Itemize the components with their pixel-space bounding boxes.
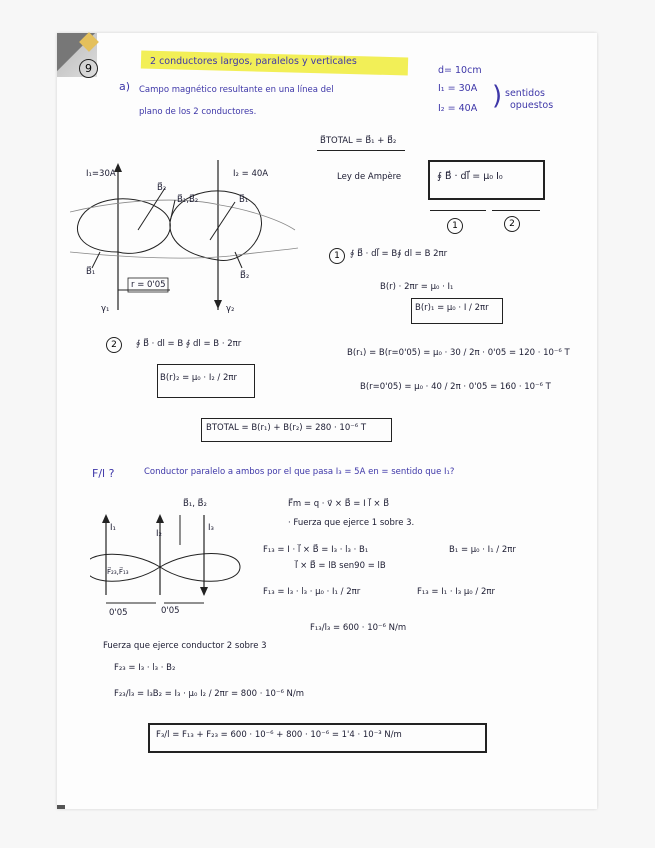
f13-c-eq: F₁₃ = I₁ · I₃ μ₀ / 2πr (417, 587, 495, 597)
ampere-label: Ley de Ampère (337, 172, 402, 182)
br2-eq: B(r=0'05) = μ₀ · 40 / 2π · 0'05 = 160 · 10⁻⁶ T (360, 382, 551, 392)
f13-eq: F₁₃ = I · l⃗ × B⃗ = I₃ · l₃ · B₁ (263, 545, 369, 555)
mark-1: 1 (447, 218, 463, 234)
step1-num: 1 (329, 248, 345, 264)
field-line-4 (70, 248, 298, 258)
br1-eq: B(r₁) = B(r=0'05) = μ₀ · 30 / 2π · 0'05 = 120 · 10⁻⁶ T (347, 348, 570, 358)
given-sense-1: sentidos (505, 88, 545, 99)
part-b-question: Conductor paralelo a ambos por el que pasa I₃ = 5A en = sentido que I₁? (144, 467, 455, 477)
part-a-line2: plano de los 2 conductores. (139, 107, 257, 117)
fig2-wire-3-arrow (156, 514, 164, 523)
final-result: F₃/l = F₁₃ + F₂₃ = 600 · 10⁻⁶ + 800 · 10⁻⁶ = 1'4 · 10⁻³ N/m (156, 730, 402, 740)
fig1-b1: B⃗₁ (239, 195, 249, 205)
btotal-eq: BTOTAL = B(r₁) + B(r₂) = 280 · 10⁻⁶ T (206, 423, 367, 433)
field-line-1 (77, 199, 170, 254)
fig2-wire-2-arrow (200, 587, 208, 596)
step1-eq1: ∮ B⃗ · dl⃗ = B∮ dl = B 2πr (350, 249, 448, 259)
b1-def: B₁ = μ₀ · I₁ / 2πr (449, 545, 516, 555)
step2-eq2: B(r)₂ = μ₀ · I₂ / 2πr (160, 373, 238, 383)
bracket-1 (430, 210, 486, 211)
f13-b-eq: F₁₃ = I₃ · l₃ · μ₀ · I₁ / 2πr (263, 587, 361, 597)
wire-2-arrow (214, 300, 222, 309)
fig1-r: r = 0'05 (131, 280, 166, 290)
brace: ) (492, 81, 503, 111)
cross-product: l⃗ × B⃗ = lB sen90 = lB (295, 561, 386, 571)
part-b-label: F/l ? (92, 467, 115, 480)
fig1-i1: I₁=30A (86, 169, 116, 179)
scan-mark (57, 805, 65, 809)
ampere-equation: ∮ B⃗ · dl⃗ = μ₀ I₀ (437, 171, 503, 182)
step1-eq2: B(r) · 2πr = μ₀ · I₁ (380, 282, 454, 292)
fig2-force: F⃗₂₃,F⃗₁₃ (107, 568, 129, 576)
note-2-on-3: Fuerza que ejerce conductor 2 sobre 3 (103, 641, 267, 651)
step2-num: 2 (106, 337, 122, 353)
fig2-b1b2: B⃗₁, B⃗₂ (183, 499, 207, 509)
fm-note: · Fuerza que ejerce 1 sobre 3. (288, 518, 415, 528)
fig1-b1b2: B⃗₁,B⃗₂ (177, 195, 199, 205)
f23-per-length: F₂₃/l₃ = I₃B₂ = I₃ · μ₀ I₂ / 2πr = 800 · 10⁻⁶ N/m (114, 689, 305, 699)
f23-eq: F₂₃ = I₃ · l₃ · B₂ (114, 663, 176, 673)
fig2-d1: 0'05 (109, 608, 128, 618)
problem-number: 9 (79, 59, 98, 78)
fig2-wire-1-arrow (102, 514, 110, 523)
fig2-d2: 0'05 (161, 606, 180, 616)
bracket-2 (492, 210, 540, 211)
part-a-label: a) (119, 80, 131, 93)
figure-1 (70, 160, 360, 310)
mark-2: 2 (504, 216, 520, 232)
problem-title: 2 conductores largos, paralelos y verticales (150, 56, 357, 67)
step2-eq1: ∮ B⃗ · dl = B ∮ dl = B · 2πr (136, 339, 242, 349)
btotal-underline (317, 150, 405, 151)
fig2-i1: I₁ (110, 523, 116, 533)
part-a-line1: Campo magnético resultante en una línea del (139, 85, 334, 95)
fig1-b1-low: B⃗₁ (86, 267, 96, 277)
fig1-y2: γ₂ (226, 304, 235, 314)
given-distance: d= 10cm (438, 65, 482, 76)
given-i1: I₁ = 30A (438, 83, 478, 94)
f13-per-length: F₁₃/l₃ = 600 · 10⁻⁶ N/m (310, 623, 407, 633)
fm-eq: F⃗m = q · v⃗ × B⃗ = I l⃗ × B⃗ (288, 499, 390, 509)
fig1-i2: I₂ = 40A (233, 169, 269, 179)
fig1-b2: B⃗₂ (157, 183, 167, 193)
fig1-b2-low: B⃗₂ (240, 271, 250, 281)
btotal-vector-box (318, 134, 402, 150)
step1-eq3: B(r)₁ = μ₀ · I / 2πr (415, 303, 489, 313)
b2-vector (138, 188, 165, 230)
b1-vector (210, 202, 235, 240)
fig1-y1: γ₁ (101, 304, 110, 314)
fig2-i2: I₂ (156, 529, 162, 539)
btotal-vector: B⃗TOTAL = B⃗₁ + B⃗₂ (320, 136, 397, 146)
given-i2: I₂ = 40A (438, 103, 478, 114)
fig2-i3: I₃ (208, 523, 214, 533)
figure-2 (90, 505, 270, 615)
given-sense-2: opuestos (510, 100, 554, 111)
